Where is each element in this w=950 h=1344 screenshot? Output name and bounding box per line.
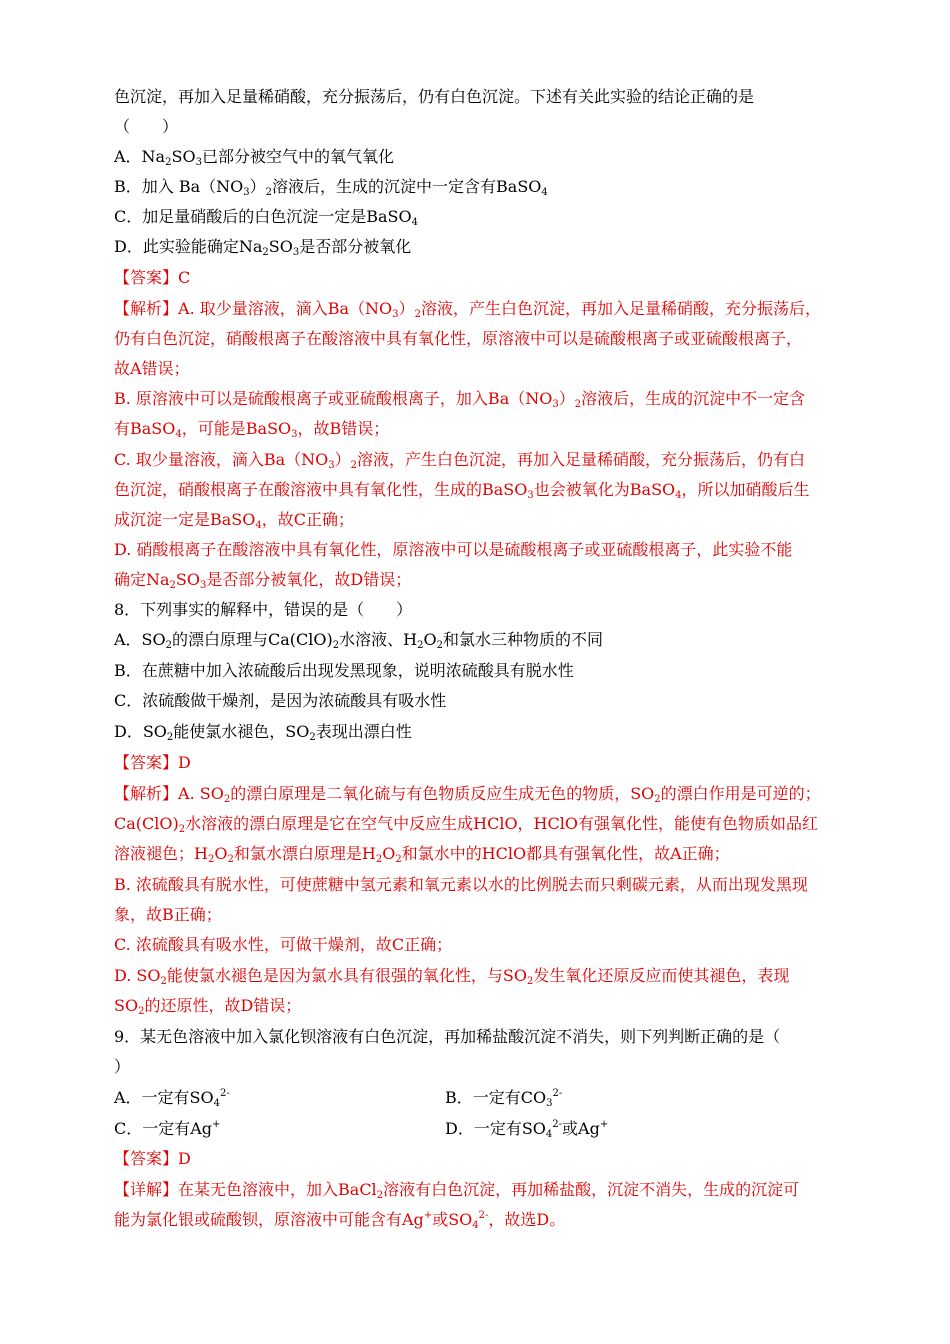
q8-option-b: B．在蔗糖中加入浓硫酸后出现发黑现象，说明浓硫酸具有脱水性 xyxy=(114,661,574,680)
q8-explanation-line2: $Ca(ClO)_2$水溶液的漂白原理是它在空气中反应生成HClO，HClO有强氧化性，能使有色物质如品红 xyxy=(114,814,818,835)
q9-stem-line2: ） xyxy=(114,1057,131,1076)
q9-option-d: D．一定有$SO_4^{2-}$或Ag+ xyxy=(445,1119,609,1140)
q7-explanation-line1: 【解析】A. 取少量溶液，滴入$Ba(NO_3)_2$溶液，产生白色沉淀，再加入足量稀硝酸，充分振荡后， xyxy=(114,299,821,320)
q8-option-d: D．$SO_2$能使氯水褪色，$SO_2$表现出漂白性 xyxy=(114,722,412,743)
q8-explanation-line5: 象，故B正确； xyxy=(114,905,222,924)
q7-explanation-line8: 成沉淀一定是BaSO$_4$，故C正确； xyxy=(114,510,355,531)
q8-stem: 8．下列事实的解释中，错误的是（ ） xyxy=(114,600,413,619)
q8-explanation-line4: B. 浓硫酸具有脱水性，可使蔗糖中氢元素和氧元素以水的比例脱去而只剩碳元素，从而出现发黑现 xyxy=(114,875,808,894)
q7-option-c: C．加足量硝酸后的白色沉淀一定是BaSO$_4$ xyxy=(114,207,418,228)
q8-answer: 【答案】D xyxy=(114,753,191,772)
q7-explanation-line3: 故A错误； xyxy=(114,359,190,378)
q7-stem-line1: 色沉淀，再加入足量稀硝酸，充分振荡后，仍有白色沉淀。下述有关此实验的结论正确的是 xyxy=(114,87,755,106)
q9-option-a: A．一定有$SO_4^{2-}$ xyxy=(114,1088,230,1109)
q7-option-a: A．$Na_2SO_3$已部分被空气中的氧气氧化 xyxy=(114,147,394,168)
q7-option-d: D．此实验能确定$Na_2SO_3$是否部分被氧化 xyxy=(114,237,412,258)
q9-option-c: C．一定有Ag+ xyxy=(114,1119,221,1138)
q7-answer: 【答案】C xyxy=(114,268,191,287)
q9-stem-line1: 9．某无色溶液中加入氯化钡溶液有白色沉淀，再加稀盐酸沉淀不消失，则下列判断正确的是（ xyxy=(114,1027,781,1046)
q9-explanation-line2: 能为氯化银或硫酸钡，原溶液中可能含有Ag+或$SO_4^{2-}$，故选D。 xyxy=(114,1210,566,1231)
q8-explanation-line3: 溶液褪色；$H_2O_2$和氯水漂白原理是$H_2O_2$和氯水中的HClO都具有强氧化性，故A正确； xyxy=(114,844,730,865)
q8-explanation-line1: 【解析】A. $SO_2$的漂白原理是二氧化硫与有色物质反应生成无色的物质，$SO_2$的漂白作用是可逆的； xyxy=(114,784,821,805)
q7-option-b: B．加入 $Ba(NO_3)_2$溶液后，生成的沉淀中一定含有BaSO$_4$ xyxy=(114,177,548,198)
q7-explanation-line4: B. 原溶液中可以是硫酸根离子或亚硫酸根离子，加入$Ba(NO_3)_2$溶液后，生成的沉淀中不一定含 xyxy=(114,389,806,410)
q9-option-b: B．一定有$CO_3^{2-}$ xyxy=(445,1088,563,1109)
q7-explanation-line7: 色沉淀，硝酸根离子在酸溶液中具有氧化性，生成的BaSO$_3$也会被氧化为BaSO$_4$，所以加硝酸后生 xyxy=(114,480,810,501)
q9-explanation-line1: 【详解】在某无色溶液中，加入BaCl$_2$溶液有白色沉淀，再加稀盐酸，沉淀不消失，生成的沉淀可 xyxy=(114,1180,800,1201)
q8-explanation-line8: $SO_2$的还原性，故D错误； xyxy=(114,996,302,1017)
q7-explanation-line9: D. 硝酸根离子在酸溶液中具有氧化性，原溶液中可以是硫酸根离子或亚硫酸根离子，此实验不能 xyxy=(114,540,793,559)
q9-answer: 【答案】D xyxy=(114,1149,191,1168)
q8-option-a: A．$SO_2$的漂白原理与$Ca(ClO)_2$水溶液、$H_2O_2$和氯水三种物质的不同 xyxy=(114,630,603,651)
q8-explanation-line7: D. $SO_2$能使氯水褪色是因为氯水具有很强的氧化性，与$SO_2$发生氧化还原反应而使其褪色，表现 xyxy=(114,966,790,987)
q7-explanation-line5: 有BaSO$_4$，可能是BaSO$_3$，故B错误； xyxy=(114,419,390,440)
q7-explanation-line2: 仍有白色沉淀，硝酸根离子在酸溶液中具有氧化性，原溶液中可以是硫酸根离子或亚硫酸根离子， xyxy=(114,329,803,348)
q7-explanation-line6: C. 取少量溶液，滴入$Ba(NO_3)_2$溶液，产生白色沉淀，再加入足量稀硝酸，充分振荡后，仍有白 xyxy=(114,450,806,471)
q7-stem-line2: （ ） xyxy=(114,117,179,136)
q7-explanation-line10: 确定$Na_2SO_3$是否部分被氧化，故D错误； xyxy=(114,570,412,591)
q8-explanation-line6: C. 浓硫酸具有吸水性，可做干燥剂，故C正确； xyxy=(114,935,453,954)
q8-option-c: C．浓硫酸做干燥剂，是因为浓硫酸具有吸水性 xyxy=(114,691,447,710)
